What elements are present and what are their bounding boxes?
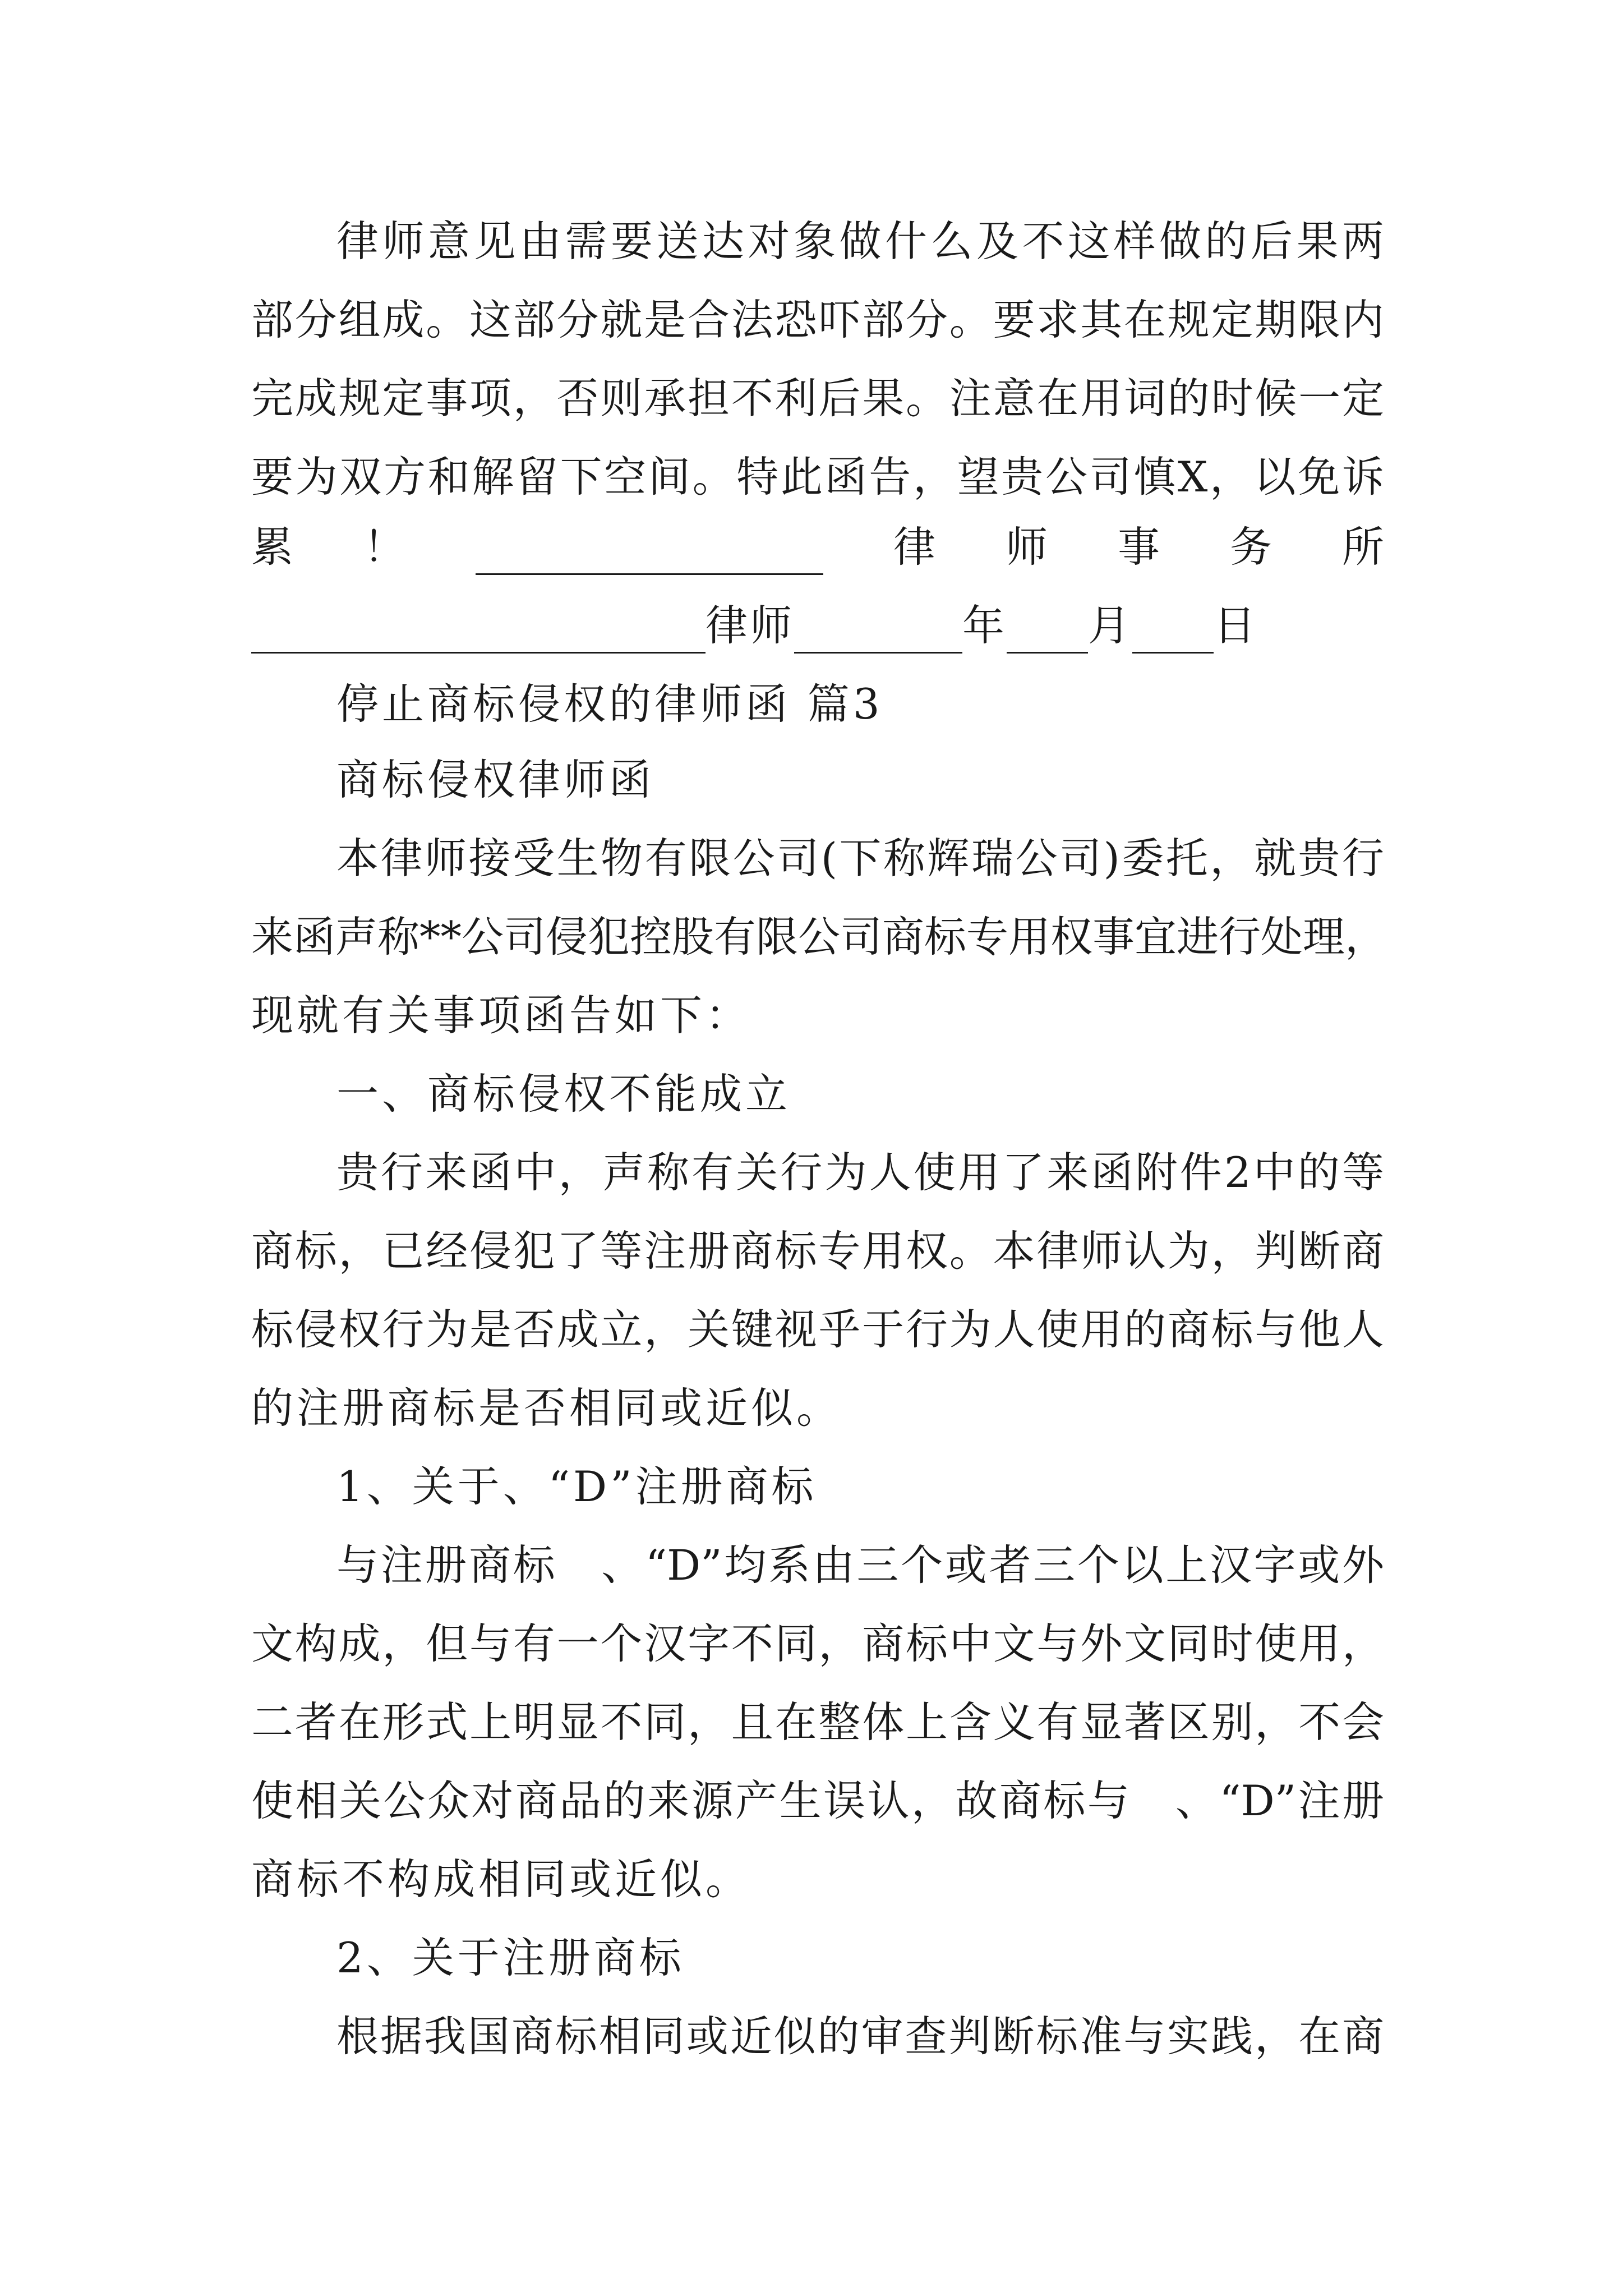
text-fragment: 年 [962, 601, 1007, 650]
text-fragment: 务 [1229, 522, 1272, 572]
text-fragment: 师 [1005, 522, 1048, 572]
text-line: 根据我国商标相同或近似的审查判断标准与实践，在商 [336, 2012, 1384, 2061]
text-line: 律师意见由需要送达对象做什么及不这样做的后果两 [336, 217, 1384, 266]
text-line: 商标，已经侵犯了等注册商标专用权。本律师认为，判断商 [251, 1226, 1384, 1276]
text-line: 完成规定事项，否则承担不利后果。注意在用词的时候一定 [251, 374, 1384, 423]
text-fragment: 事 [1117, 522, 1160, 572]
text-fragment: ！ [363, 522, 406, 572]
heading-1: 一、商标侵权不能成立 [336, 1069, 791, 1119]
text-line: 贵行来函中，声称有关行为人使用了来函附件2中的等 [336, 1148, 1384, 1197]
text-fragment: 月 [1088, 601, 1133, 650]
text-line: 二者在形式上明显不同，且在整体上含义有显著区别，不会 [251, 1697, 1384, 1747]
text-line: 要为双方和解留下空间。特此函告，望贵公司慎X，以免诉 [251, 452, 1384, 501]
text-fragment: 所 [1341, 522, 1384, 572]
blank-underline [1132, 613, 1214, 654]
text-line: 商标不构成相同或近似。 [251, 1855, 751, 1904]
text-fragment: 律 [893, 522, 935, 572]
blank-underline [794, 613, 962, 654]
text-line: 的注册商标是否相同或近似。 [251, 1383, 842, 1433]
letter-title: 商标侵权律师函 [336, 755, 655, 804]
section-heading: 停止商标侵权的律师函 篇3 [336, 679, 883, 729]
text-line: 使相关公众对商品的来源产生误认，故商标与 、“D”注册 [251, 1776, 1384, 1825]
signature-line-date [251, 597, 1384, 654]
text-fragment: 累 [251, 522, 294, 572]
blank-underline [1007, 613, 1088, 654]
text-line: 来函声称**公司侵犯控股有限公司商标专用权事宜进行处理， [251, 912, 1387, 961]
subheading-2: 2、关于注册商标 [336, 1933, 685, 1982]
text-fragment: 律师 [706, 601, 795, 650]
blank-underline [476, 534, 823, 575]
text-line: 文构成，但与有一个汉字不同，商标中文与外文同时使用， [251, 1619, 1384, 1668]
signature-line-firm [251, 519, 1384, 575]
subheading-1: 1、关于、“D”注册商标 [336, 1462, 817, 1511]
blank-underline [251, 613, 706, 654]
text-fragment: 日 [1214, 601, 1258, 650]
text-line: 标侵权行为是否成立，关键视乎于行为人使用的商标与他人 [251, 1305, 1384, 1354]
text-line: 现就有关事项函告如下： [251, 991, 751, 1040]
text-line: 本律师接受生物有限公司(下称辉瑞公司)委托，就贵行 [336, 834, 1384, 883]
text-line: 与注册商标 、“D”均系由三个或者三个以上汉字或外 [336, 1540, 1384, 1590]
text-line: 部分组成。这部分就是合法恐吓部分。要求其在规定期限内 [251, 295, 1384, 344]
